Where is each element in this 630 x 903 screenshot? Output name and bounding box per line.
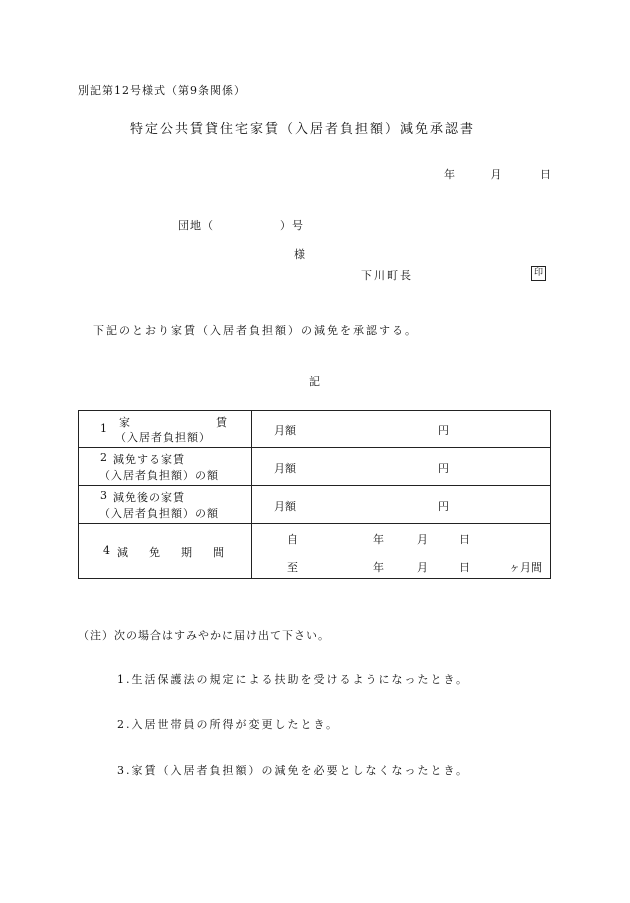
rent-label-a: 家 (119, 416, 130, 429)
table-row (79, 486, 551, 524)
rent-amount-cell[interactable] (252, 411, 551, 448)
to-day-label: 日 (459, 561, 470, 574)
yen-unit: 円 (438, 500, 449, 513)
reduction-table (78, 410, 551, 579)
from-day-label: 日 (459, 533, 470, 546)
reduction-label-sub: （入居者負担額）の額 (99, 469, 219, 482)
to-month-label: 月 (417, 561, 428, 574)
recipient-danchi (178, 217, 304, 233)
room-number-label: ）号 (280, 219, 304, 232)
reduction-label-cell (79, 448, 252, 486)
date-year-label: 年 (444, 168, 455, 181)
reduction-amount-cell[interactable] (252, 448, 551, 486)
row-number: 4 (103, 544, 110, 557)
period-to-label: 至 (287, 561, 298, 574)
issue-date (444, 166, 551, 182)
note-item: 3.家賃（入居者負担額）の減免を必要としなくなったとき。 (117, 764, 470, 777)
approval-statement: 下記のとおり家賃（入居者負担額）の減免を承認する。 (93, 324, 418, 337)
issuer-name: 下川町長 (361, 269, 413, 282)
date-month-label: 月 (490, 168, 502, 181)
from-month-label: 月 (417, 533, 428, 546)
table-row (79, 448, 551, 486)
after-reduction-amount-cell[interactable] (252, 486, 551, 524)
from-year-label: 年 (373, 533, 384, 546)
period-label-char: 期 (181, 546, 192, 559)
row-number: 2 (100, 451, 107, 464)
after-reduction-label: 減免後の家賃 (113, 491, 185, 504)
months-unit-label: ヶ月間 (509, 561, 542, 574)
period-label-char: 間 (213, 546, 224, 559)
monthly-amount-label: 月額 (274, 462, 296, 475)
danchi-label: 団地（ (178, 219, 214, 232)
ki-heading: 記 (309, 375, 320, 388)
seal-mark: 印 (531, 266, 546, 281)
recipient-honorific: 様 (294, 248, 305, 261)
yen-unit: 円 (438, 424, 449, 437)
table-row (79, 411, 551, 448)
row-number: 3 (100, 489, 107, 502)
row-number: 1 (100, 422, 107, 435)
yen-unit: 円 (438, 462, 449, 475)
form-number: 別記第12号様式（第9条関係） (78, 84, 246, 97)
date-day-label: 日 (540, 168, 551, 181)
period-value-cell[interactable] (252, 524, 551, 579)
rent-label-b: 賃 (216, 416, 227, 429)
document-title: 特定公共賃貸住宅家賃（入居者負担額）減免承認書 (130, 122, 476, 137)
rent-label-cell (79, 411, 252, 448)
note-item: 1.生活保護法の規定による扶助を受けるようになったとき。 (117, 673, 470, 686)
monthly-amount-label: 月額 (274, 424, 296, 437)
notes-heading: （注）次の場合はすみやかに届け出て下さい。 (78, 629, 330, 642)
period-from-label: 自 (287, 533, 298, 546)
after-reduction-label-sub: （入居者負担額）の額 (99, 507, 219, 520)
after-reduction-label-cell (79, 486, 252, 524)
to-year-label: 年 (373, 561, 384, 574)
rent-label-sub: （入居者負担額） (115, 431, 211, 444)
monthly-amount-label: 月額 (274, 500, 296, 513)
table-row (79, 524, 551, 579)
period-label-char: 減 (117, 546, 128, 559)
note-item: 2.入居世帯員の所得が変更したとき。 (117, 718, 340, 731)
period-label-char: 免 (149, 546, 160, 559)
reduction-label: 減免する家賃 (113, 453, 185, 466)
period-label-cell (79, 524, 252, 579)
